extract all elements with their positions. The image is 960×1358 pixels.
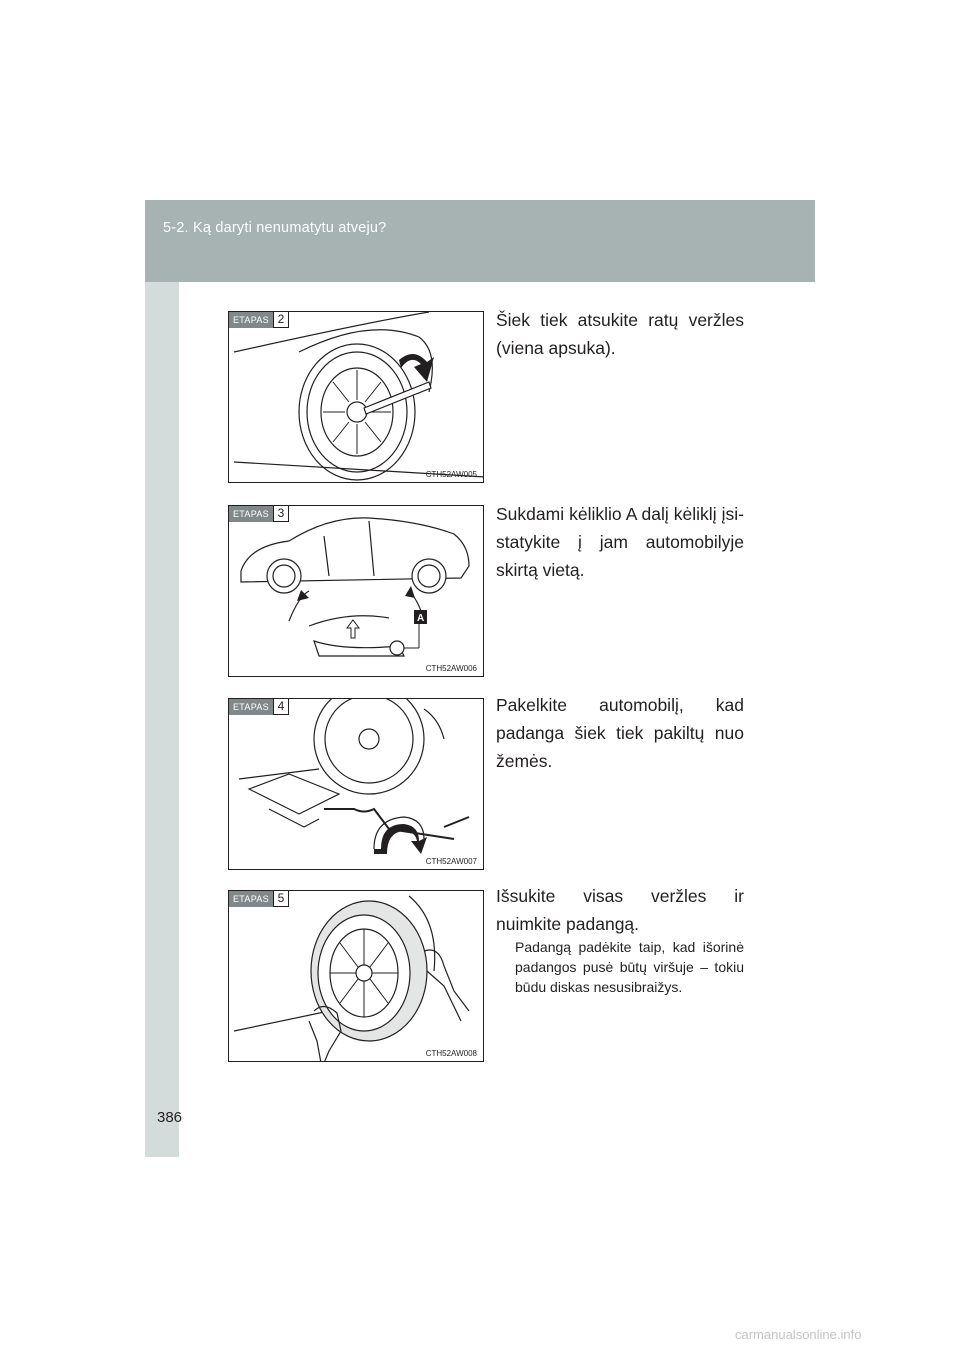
jack-placement-drawing xyxy=(229,506,484,677)
step-5-note: Padangą padėkite taip, kad išorinė padangos pusė būtų viršuje – tokiu būdu diskas nesusibraižys. xyxy=(515,939,744,995)
step-2-badge: ETAPAS 2 xyxy=(229,312,289,328)
chapter-title: 5-2. Ką daryti nenumatytu atveju? xyxy=(163,220,387,236)
step-3-text: Sukdami kėliklio A dalį kėliklį įsistatykite į jam automobilyje skirtą vietą. xyxy=(496,504,744,580)
step-5-text: Išsukite visas veržles ir nuimkite padangą. xyxy=(496,886,744,934)
callout-a-label: A xyxy=(417,613,425,624)
step-3-illustration: ETAPAS 3 A CTH52AW006 xyxy=(228,505,484,677)
chapter-header xyxy=(145,200,815,282)
page-number: 386 xyxy=(157,1109,183,1126)
side-margin-strip xyxy=(145,282,179,1157)
step-3-badge: ETAPAS 3 xyxy=(229,506,289,522)
step-4-text: Pakelkite automobilį, kad padanga šiek tiek pakiltų nuo žemės. xyxy=(496,695,744,771)
step-2-text: Šiek tiek atsukite ratų veržles (viena apsuka). xyxy=(496,310,744,358)
step-5-illustration: ETAPAS 5 CTH52AW008 xyxy=(228,890,484,1062)
step-2-illustration: ETAPAS 2 CTH52AW005 xyxy=(228,311,484,483)
watermark-logo: carmanualsonline.info xyxy=(735,1327,862,1342)
step-4-badge: ETAPAS 4 xyxy=(229,699,289,715)
lift-vehicle-drawing xyxy=(229,699,484,870)
step-4-illustration: ETAPAS 4 CTH52AW007 xyxy=(228,698,484,870)
step-5-badge: ETAPAS 5 xyxy=(229,891,289,907)
loosen-nuts-drawing xyxy=(229,312,484,483)
remove-tire-drawing xyxy=(229,891,484,1062)
